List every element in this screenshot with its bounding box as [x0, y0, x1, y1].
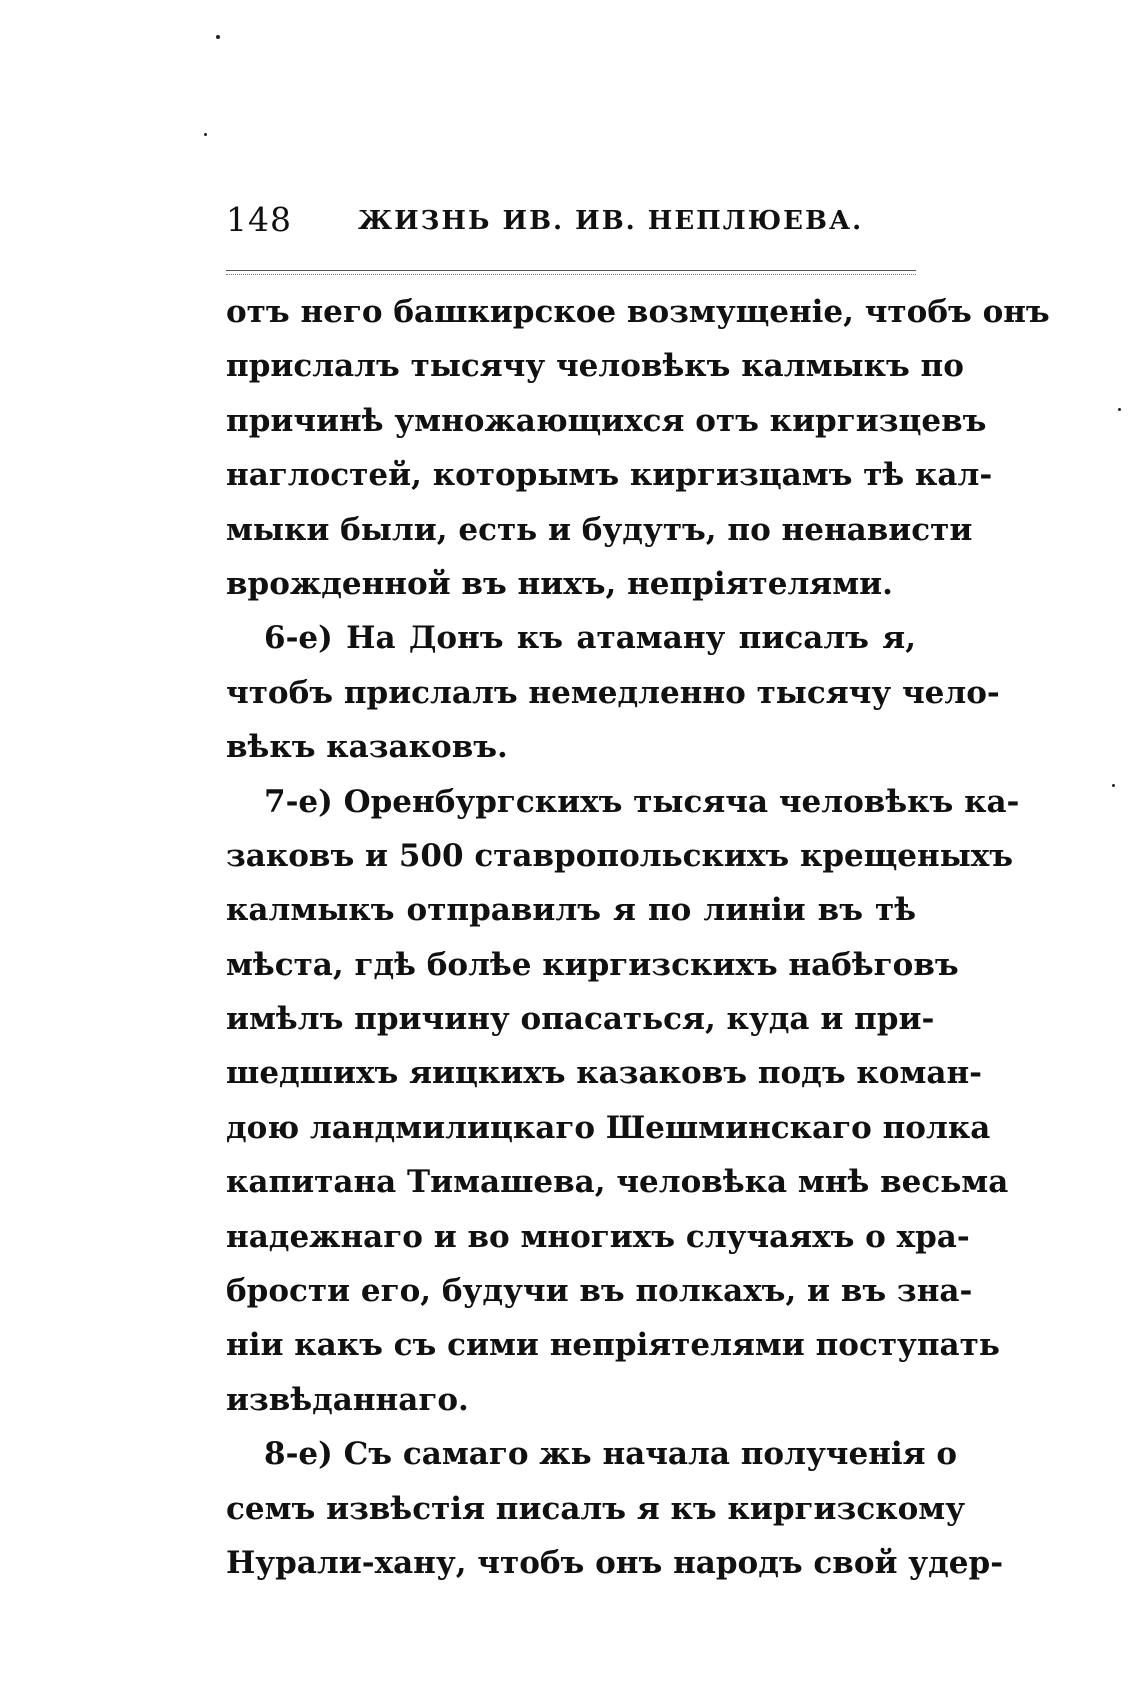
text-line: 7-е) Оренбургскихъ тысяча человѣкъ ка- [264, 783, 1020, 820]
scan-speck [1112, 784, 1115, 787]
text-line: мѣста, гдѣ болѣе киргизскихъ набѣговъ [226, 946, 959, 983]
page-header [226, 196, 916, 256]
text-line: ніи какъ съ сими непріятелями поступать [226, 1327, 1000, 1364]
text-line: наглостей, которымъ киргизцамъ тѣ кал- [226, 457, 993, 494]
scan-speck [1118, 408, 1121, 411]
page-number: 148 [226, 200, 292, 239]
text-line: врожденной въ нихъ, непріятелями. [226, 565, 893, 602]
text-line: прислалъ тысячу человѣкъ калмыкъ по [226, 348, 964, 385]
text-line: извѣданнаго. [226, 1381, 469, 1418]
text-line: брости его, будучи въ полкахъ, и въ зна- [226, 1273, 973, 1310]
scan-speck [204, 133, 207, 136]
text-line: Нурали-хану, чтобъ онъ народъ свой удер- [226, 1544, 1004, 1581]
text-line: капитана Тимашева, человѣка мнѣ весьма [226, 1164, 1009, 1201]
text-line: семъ извѣстія писалъ я къ киргизскому [226, 1490, 966, 1527]
text-line: вѣкъ казаковъ. [226, 729, 508, 766]
text-line: чтобъ прислалъ немедленно тысячу чело- [226, 674, 1000, 711]
body-text [226, 285, 1050, 1590]
text-line: дою ландмилицкаго Шешминскаго полка [226, 1109, 991, 1146]
scan-speck [216, 35, 220, 39]
text-line: мыки были, есть и будутъ, по ненависти [226, 511, 973, 548]
text-line: 8-е) Съ самаго жь начала полученія о [264, 1436, 958, 1473]
text-line: имѣлъ причину опасаться, куда и при- [226, 1001, 935, 1038]
text-line: отъ него башкирское возмущеніе, чтобъ онъ [226, 294, 1050, 330]
header-rule [226, 270, 916, 275]
running-title: ЖИЗНЬ ИВ. ИВ. НЕПЛЮЕВА. [358, 206, 864, 236]
text-line: 6-е) На Донъ къ атаману писалъ я, [264, 620, 916, 657]
text-line: шедшихъ яицкихъ казаковъ подъ коман- [226, 1055, 983, 1092]
text-line: калмыкъ отправилъ я по линіи въ тѣ [226, 892, 916, 929]
text-line: надежнаго и во многихъ случаяхъ о хра- [226, 1218, 970, 1255]
text-line: заковъ и 500 ставропольскихъ крещеныхъ [226, 837, 1014, 874]
text-line: причинѣ умножающихся отъ киргизцевъ [226, 402, 987, 439]
